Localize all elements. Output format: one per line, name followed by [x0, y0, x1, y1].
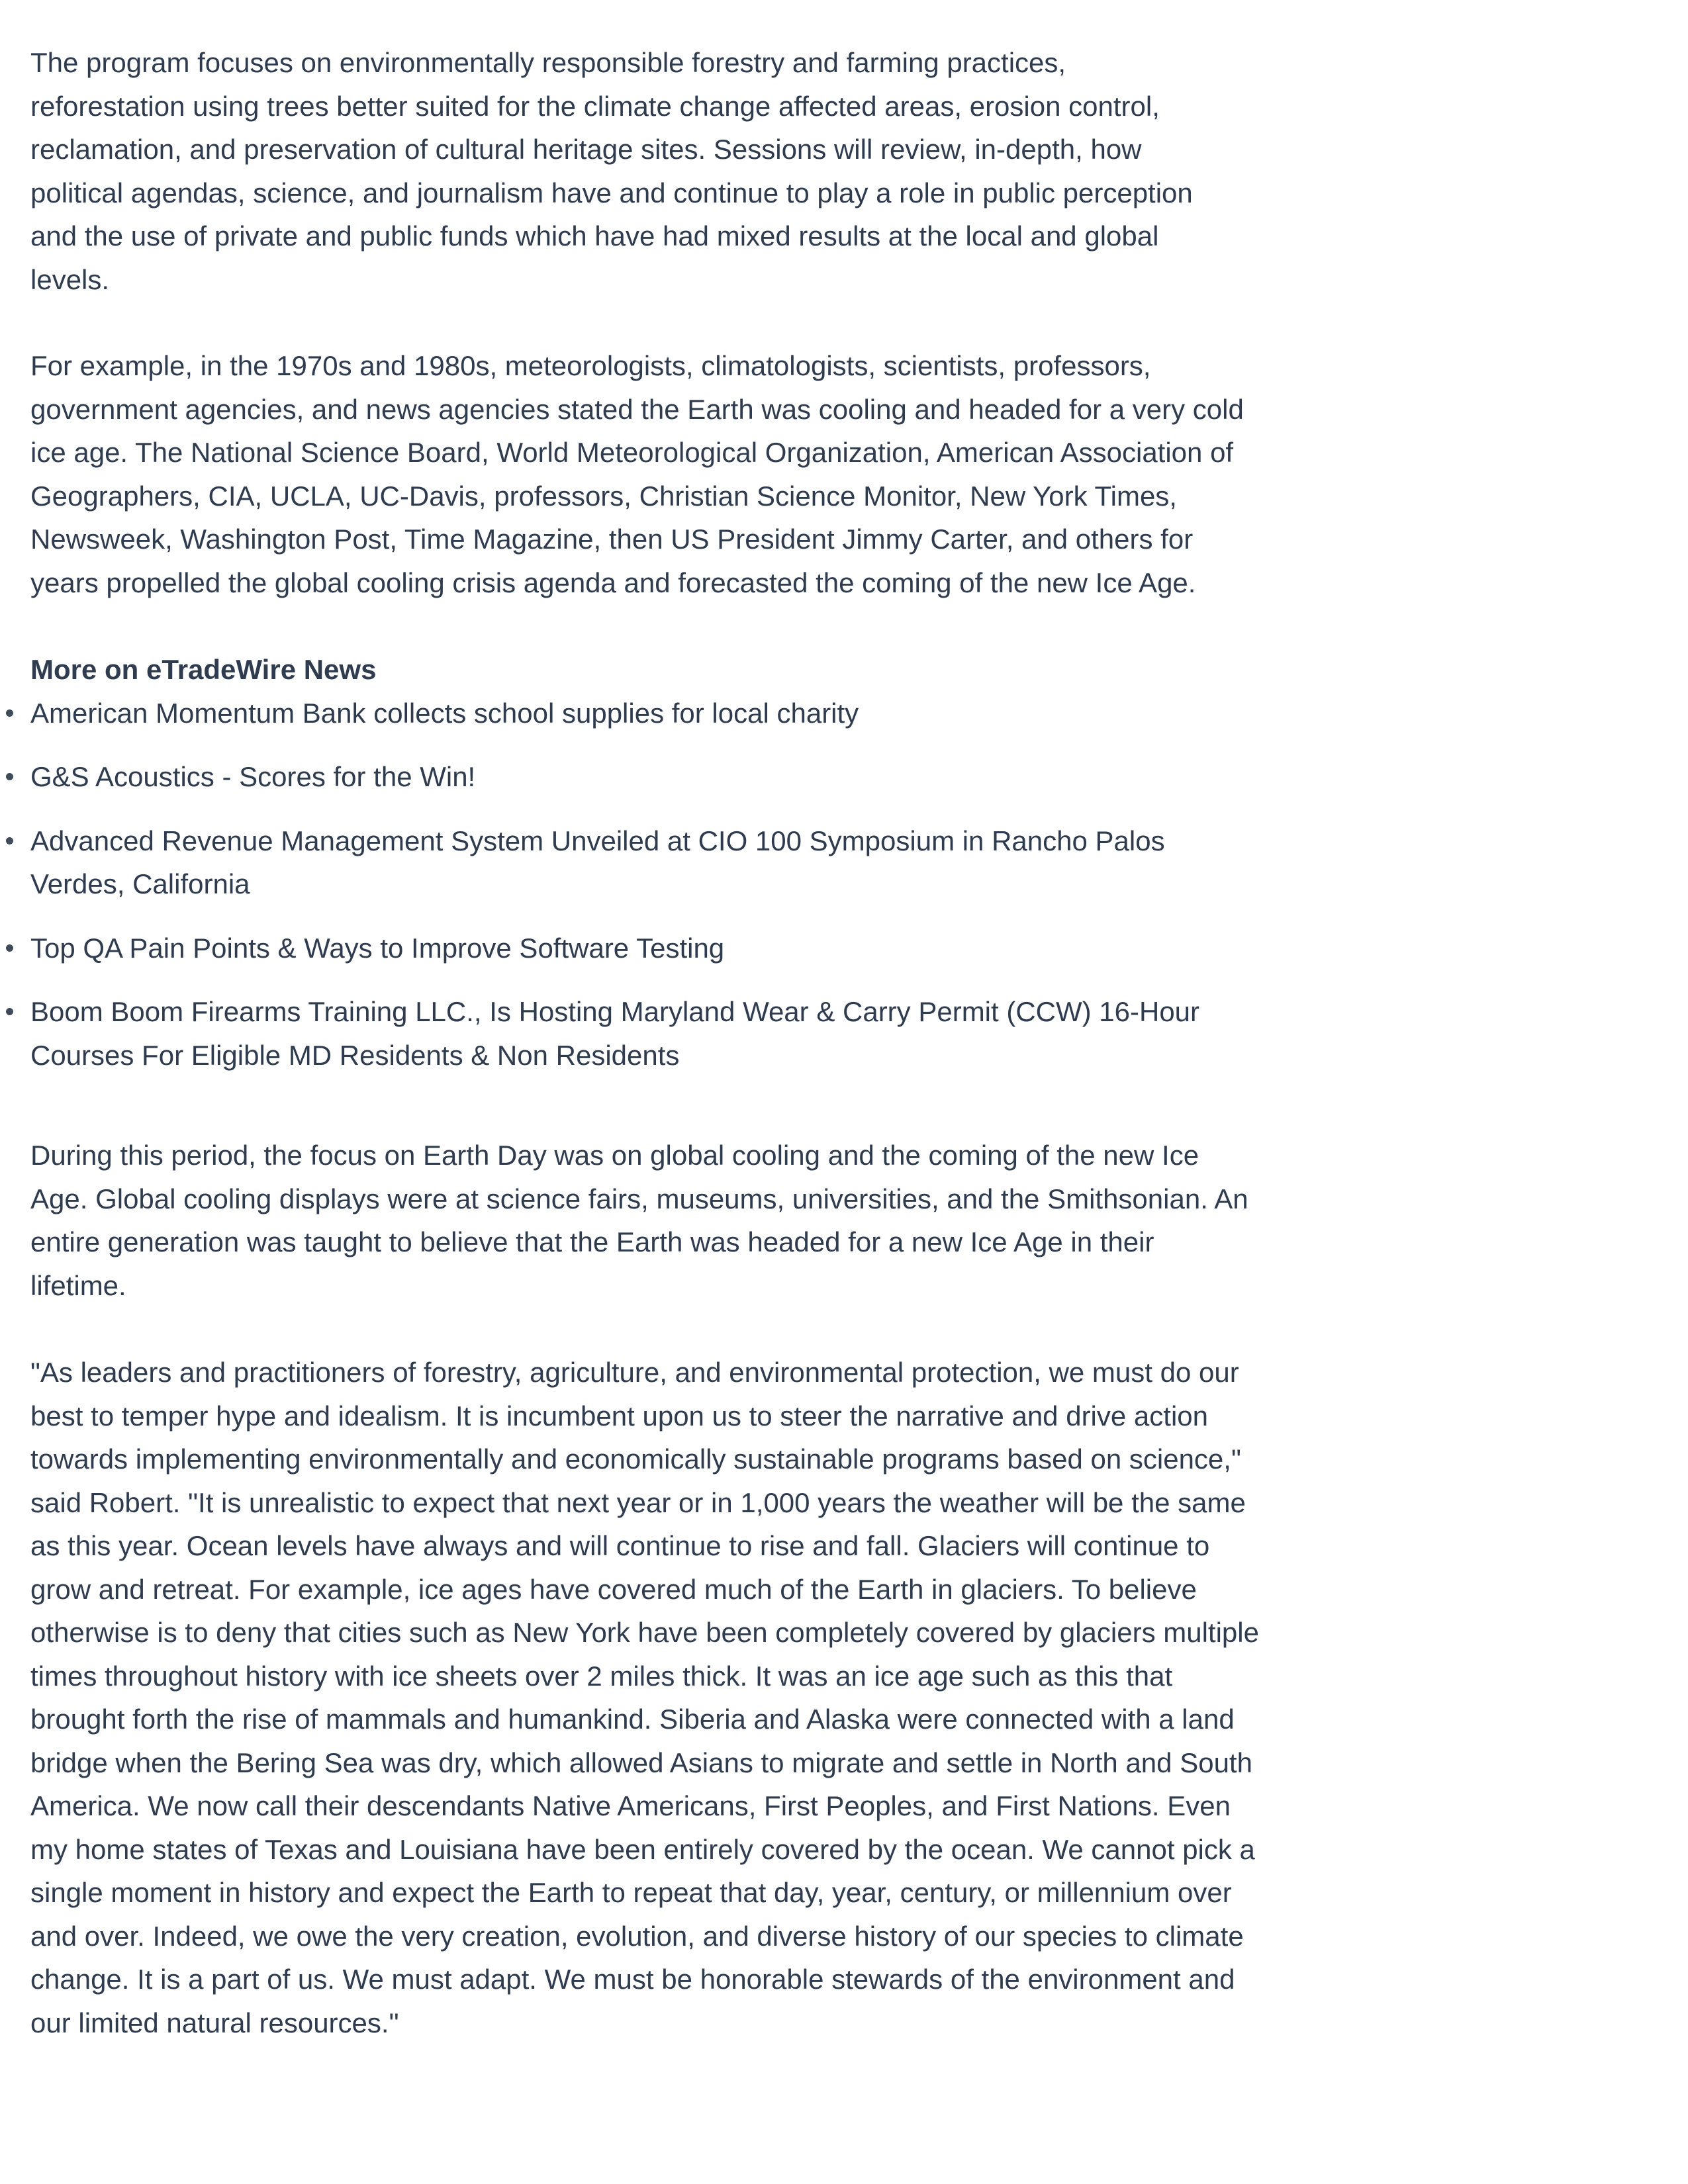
list-item — [30, 990, 1252, 1077]
news-link[interactable]: Boom Boom Firearms Training LLC., Is Hosting Maryland Wear & Carry Permit (CCW) 16-Hour Courses For Eligible MD Residents & Non Residents — [30, 996, 1200, 1071]
news-link[interactable]: G&S Acoustics - Scores for the Win! — [30, 761, 476, 792]
news-link[interactable]: American Momentum Bank collects school supplies for local charity — [30, 697, 859, 729]
list-item — [30, 755, 1252, 799]
list-item — [30, 692, 1252, 735]
more-news-section — [30, 648, 1252, 1077]
article-paragraph: "As leaders and practitioners of forestry, agriculture, and environmental protection, we must do our best to temper hype and idealism. It is incumbent upon us to steer the narrative and drive action towards implementing environmentally and economically sustainable programs based on science," said Robert. "It is unrealistic to expect that next year or in 1,000 years the weather will be the same as this year. Ocean levels have always and will continue to rise and fall. Glaciers will continue to grow and retreat. For example, ice ages have covered much of the Earth in glaciers. To believe otherwise is to deny that cities such as New York have been completely covered by glaciers multiple times throughout history with ice sheets over 2 miles thick. It was an ice age such as this that brought forth the rise of mammals and humankind. Siberia and Alaska were connected with a land bridge when the Bering Sea was dry, which allowed Asians to migrate and settle in North and South America. We now call their descendants Native Americans, First Peoples, and First Nations. Even my home states of Texas and Louisiana have been entirely covered by the ocean. We cannot pick a single moment in history and expect the Earth to repeat that day, year, century, or millennium over and over. Indeed, we owe the very creation, evolution, and diverse history of our species to climate change. It is a part of us. We must adapt. We must be honorable stewards of the environment and our limited natural resources." — [30, 1357, 1259, 2038]
article-paragraph: During this period, the focus on Earth Day was on global cooling and the coming of the new Ice Age. Global cooling displays were at science fairs, museums, universities, and the Smithsonian. An entire generation was taught to believe that the Earth was headed for a new Ice Age in their lifetime. — [30, 1140, 1248, 1301]
more-news-heading: More on eTradeWire News — [30, 654, 377, 685]
list-item — [30, 819, 1252, 906]
list-item — [30, 927, 1252, 970]
news-link[interactable]: Advanced Revenue Management System Unveiled at CIO 100 Symposium in Rancho Palos Verdes, California — [30, 825, 1165, 899]
news-link[interactable]: Top QA Pain Points & Ways to Improve Software Testing — [30, 932, 725, 964]
article-body — [30, 41, 1259, 2044]
more-news-list — [30, 692, 1252, 1077]
article-paragraph: The program focuses on environmentally responsible forestry and farming practices, reforestation using trees better suited for the climate change affected areas, erosion control, reclamation, and preservation of cultural heritage sites. Sessions will review, in-depth, how political agendas, science, and journalism have and continue to play a role in public perception and the use of private and public funds which have had mixed results at the local and global levels. — [30, 47, 1193, 295]
article-paragraph: For example, in the 1970s and 1980s, meteorologists, climatologists, scientists, professors, government agencies, and news agencies stated the Earth was cooling and headed for a very cold ice age. The National Science Board, World Meteorological Organization, American Association of Geographers, CIA, UCLA, UC-Davis, professors, Christian Science Monitor, New York Times, Newsweek, Washington Post, Time Magazine, then US President Jimmy Carter, and others for years propelled the global cooling crisis agenda and forecasted the coming of the new Ice Age. — [30, 350, 1244, 598]
